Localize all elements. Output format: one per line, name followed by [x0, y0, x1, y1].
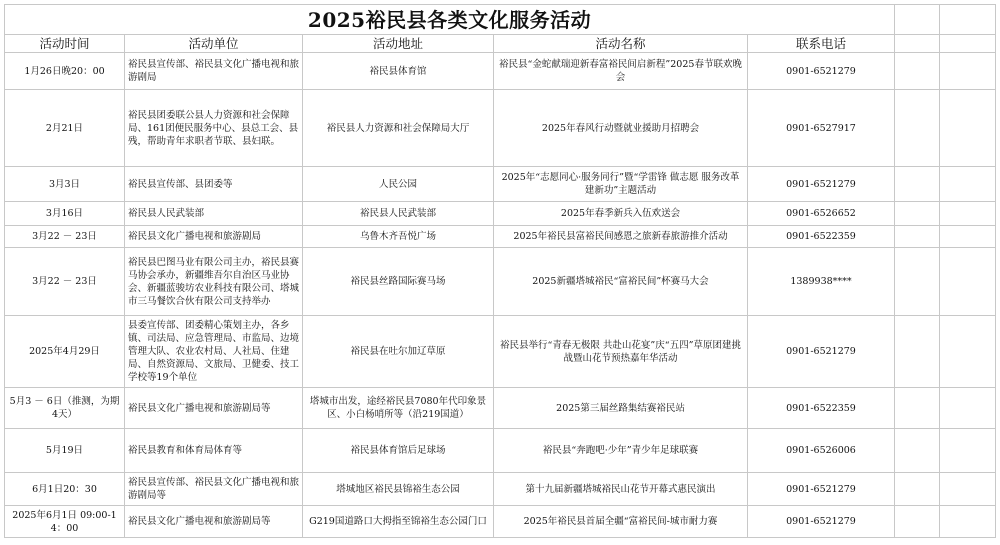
cell-address: 塔城市出发，途经裕民县7080年代印象景区、小白杨哨所等（沿219国道）	[303, 388, 494, 429]
cell-phone: 0901-6521279	[748, 316, 895, 388]
empty-cell	[895, 226, 940, 248]
cell-name: 2025年裕民县首届全疆“富裕民间-城市耐力赛	[494, 506, 748, 538]
header-row	[5, 35, 996, 53]
table-row	[5, 429, 996, 473]
header-address: 活动地址	[303, 35, 494, 53]
empty-cell	[895, 506, 940, 538]
cell-name: 第十九届新疆塔城裕民山花节开幕式惠民演出	[494, 473, 748, 506]
empty-cell	[940, 35, 996, 53]
empty-cell	[895, 202, 940, 226]
cell-unit: 裕民县团委联公县人力资源和社会保障局、161团便民服务中心、县总工会、县残，帮助青年求职者节联、县妇联。	[125, 90, 303, 167]
cell-time: 6月1日20：30	[5, 473, 125, 506]
cell-name: 2025年春季新兵入伍欢送会	[494, 202, 748, 226]
cell-name: 裕民县“金蛇献瑞迎新春富裕民间启新程”2025春节联欢晚会	[494, 53, 748, 90]
empty-cell	[940, 316, 996, 388]
cell-time: 3月3日	[5, 167, 125, 202]
cell-time: 5月19日	[5, 429, 125, 473]
header-phone: 联系电话	[748, 35, 895, 53]
cell-phone: 0901-6521279	[748, 473, 895, 506]
cell-unit: 裕民县文化广播电视和旅游剧局等	[125, 506, 303, 538]
cell-unit: 裕民县文化广播电视和旅游剧局等	[125, 388, 303, 429]
table-row	[5, 90, 996, 167]
cell-time: 1月26日晚20：00	[5, 53, 125, 90]
cell-name: 2025第三届丝路集结赛裕民站	[494, 388, 748, 429]
cell-address: 裕民县人力资源和社会保障局大厅	[303, 90, 494, 167]
cell-phone: 0901-6526006	[748, 429, 895, 473]
cell-address: 塔城地区裕民县锦裕生态公园	[303, 473, 494, 506]
table-row	[5, 248, 996, 316]
empty-cell	[895, 35, 940, 53]
table-row	[5, 226, 996, 248]
empty-cell	[940, 506, 996, 538]
activities-table	[4, 4, 996, 538]
table-row	[5, 506, 996, 538]
empty-cell	[895, 167, 940, 202]
cell-name: 2025新疆塔城裕民“富裕民间”杯赛马大会	[494, 248, 748, 316]
empty-cell	[895, 90, 940, 167]
empty-cell	[940, 429, 996, 473]
cell-phone: 0901-6521279	[748, 506, 895, 538]
empty-cell	[940, 90, 996, 167]
cell-phone: 0901-6521279	[748, 167, 895, 202]
cell-name: 2025年裕民县富裕民间感恩之旅新春旅游推介活动	[494, 226, 748, 248]
cell-address: 裕民县体育馆	[303, 53, 494, 90]
cell-address: 乌鲁木齐吾悦广场	[303, 226, 494, 248]
cell-time: 3月22 － 23日	[5, 248, 125, 316]
empty-cell	[940, 5, 996, 35]
cell-phone: 0901-6521279	[748, 53, 895, 90]
cell-address: 裕民县在吐尔加辽草原	[303, 316, 494, 388]
header-time: 活动时间	[5, 35, 125, 53]
cell-time: 2025年6月1日 09:00-14：00	[5, 506, 125, 538]
cell-phone: 0901-6527917	[748, 90, 895, 167]
empty-cell	[940, 226, 996, 248]
cell-address: 裕民县丝路国际赛马场	[303, 248, 494, 316]
cell-unit: 裕民县文化广播电视和旅游剧局	[125, 226, 303, 248]
cell-time: 2025年4月29日	[5, 316, 125, 388]
cell-unit: 县委宣传部、团委精心策划主办，各乡镇、司法局、应急管理局、市监局、边境管理大队、农业农村局、人社局、住建局、自然资源局、文旅局、卫健委、技工学校等19个单位	[125, 316, 303, 388]
cell-unit: 裕民县巴图马业有限公司主办，裕民县赛马协会承办，新疆维吾尔自治区马业协会、新疆蓝骏坊农业科技有限公司、塔城市三马餐饮合伙有限公司支持举办	[125, 248, 303, 316]
header-name: 活动名称	[494, 35, 748, 53]
empty-cell	[895, 473, 940, 506]
table-row	[5, 53, 996, 90]
empty-cell	[895, 388, 940, 429]
header-unit: 活动单位	[125, 35, 303, 53]
table-row	[5, 388, 996, 429]
cell-name: 2025年春风行动暨就业援助月招聘会	[494, 90, 748, 167]
cell-time: 5月3 － 6日（推测，为期4天）	[5, 388, 125, 429]
cell-address: 裕民县体育馆后足球场	[303, 429, 494, 473]
empty-cell	[895, 5, 940, 35]
cell-time: 3月16日	[5, 202, 125, 226]
page-title: 2025裕民县各类文化服务活动	[5, 5, 895, 35]
empty-cell	[940, 473, 996, 506]
title-row	[5, 5, 996, 35]
empty-cell	[895, 316, 940, 388]
empty-cell	[940, 248, 996, 316]
cell-address: 人民公园	[303, 167, 494, 202]
empty-cell	[895, 53, 940, 90]
cell-unit: 裕民县宣传部、裕民县文化广播电视和旅游剧局等	[125, 473, 303, 506]
cell-name: 2025年“志愿同心·服务同行”暨“学雷锋 做志愿 服务改革建新功”主题活动	[494, 167, 748, 202]
cell-phone: 0901-6522359	[748, 226, 895, 248]
table-row	[5, 202, 996, 226]
cell-time: 3月22 － 23日	[5, 226, 125, 248]
cell-address: G219国道路口大拇指至锦裕生态公园门口	[303, 506, 494, 538]
empty-cell	[895, 429, 940, 473]
table-row	[5, 316, 996, 388]
cell-name: 裕民县举行“青春无极限 共赴山花宴”庆“五四”草原团建挑战暨山花节预热嘉年华活动	[494, 316, 748, 388]
cell-name: 裕民县“奔跑吧·少年”青少年足球联赛	[494, 429, 748, 473]
cell-unit: 裕民县宣传部、县团委等	[125, 167, 303, 202]
empty-cell	[940, 167, 996, 202]
table-row	[5, 473, 996, 506]
empty-cell	[940, 202, 996, 226]
table-row	[5, 167, 996, 202]
cell-time: 2月21日	[5, 90, 125, 167]
cell-address: 裕民县人民武装部	[303, 202, 494, 226]
empty-cell	[940, 53, 996, 90]
cell-unit: 裕民县教育和体育局体育等	[125, 429, 303, 473]
cell-phone: 1389938****	[748, 248, 895, 316]
cell-phone: 0901-6522359	[748, 388, 895, 429]
cell-unit: 裕民县宣传部、裕民县文化广播电视和旅游剧局	[125, 53, 303, 90]
cell-phone: 0901-6526652	[748, 202, 895, 226]
cell-unit: 裕民县人民武装部	[125, 202, 303, 226]
empty-cell	[940, 388, 996, 429]
empty-cell	[895, 248, 940, 316]
